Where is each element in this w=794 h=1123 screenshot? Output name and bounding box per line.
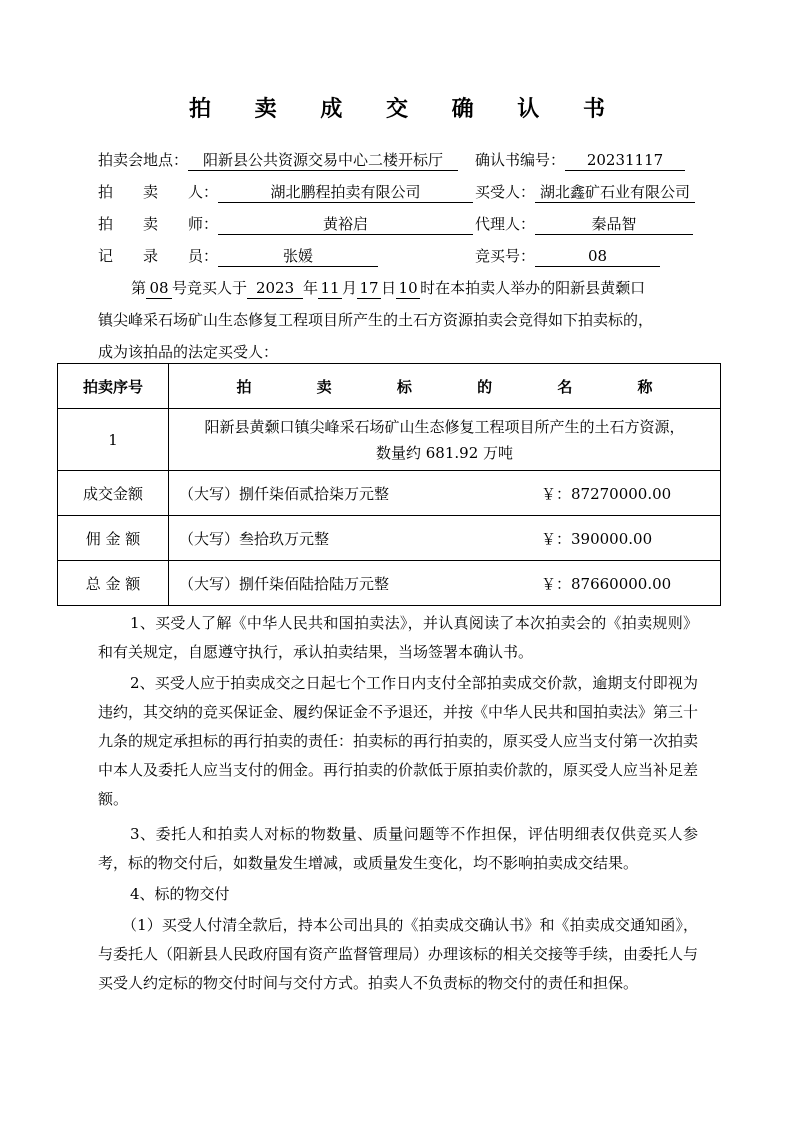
bid-no-value: 08 [535,247,660,267]
location-line [98,150,458,171]
lot-desc-line-2: 数量约 681.92 万吨 [375,443,514,462]
auctioneer-line [98,182,473,203]
lot-no-cell: 1 [58,409,169,471]
clause-2: 2、买受人应于拍卖成交之日起七个工作日内支付全部拍卖成交价款，逾期支付即视为违约，其交纳的竞买保证金、履约保证金不予退还，并按《中华人民共和国拍卖法》第三十九条的规定承担标的再行拍卖的责任：拍卖标的再行拍卖的，原买受人应当支付第一次拍卖中本人及委托人应当支付的佣金。再行拍卖的价款低于原拍卖价款的，原买受人应当补足差额。 [98,674,699,808]
intro-text: 第 [131,279,147,297]
buyer-value: 湖北鑫矿石业有限公司 [535,183,695,203]
hour-value: 10 [396,279,420,299]
auctioneer-person-line [98,214,473,235]
clause-1: 1、买受人了解《中华人民共和国拍卖法》，并认真阅读了本次拍卖会的《拍卖规则》和有关规定，自愿遵守执行，承认拍卖结果，当场签署本确认书。 [98,614,698,661]
auction-table [57,363,721,606]
amount-words: （大写）捌仟柒佰贰拾柒万元整 [179,484,390,503]
intro-line-2: 镇尖峰采石场矿山生态修复工程项目所产生的土石方资源拍卖会竞得如下拍卖标的， [98,311,654,329]
col-lot-name-header: 拍 卖 标 的 名 称 [169,364,721,409]
total-label-cell: 总 金 额 [58,561,169,606]
auctioneer-label: 拍 卖 人： [98,183,219,201]
recorder-value: 张媛 [218,247,378,267]
amount-label-cell: 成交金额 [58,471,169,516]
cert-no-label: 确认书编号： [475,151,566,169]
commission-cell [169,516,721,561]
table-row [58,471,721,516]
document-title: 拍 卖 成 交 确 认 书 [189,96,623,122]
intro-text: 日 [381,279,397,297]
intro-text: 号竞买人于 [172,279,248,297]
col-lot-no-header: 拍卖序号 [58,364,169,409]
auctioneer-person-label: 拍 卖 师： [98,215,219,233]
buyer-line [475,182,695,203]
table-row [58,409,721,471]
intro-text: 月 [342,279,358,297]
amount-cell [169,471,721,516]
intro-text: 时在本拍卖人举办的阳新县黄颡口 [420,279,646,297]
day-value: 17 [357,279,381,299]
clause-4-1: （1）买受人付清全款后，持本公司出具的《拍卖成交确认书》和《拍卖成交通知函》，与委托人（阳新县人民政府国有资产监督管理局）办理该标的相关交接等手续，由委托人与买受人约定标的物交付时间与交付方式。拍卖人不负责标的物交付的责任和担保。 [98,916,699,992]
bid-no-line [475,246,660,267]
lot-desc-cell [169,409,721,471]
auctioneer-person-value: 黄裕启 [218,215,473,235]
year-value: 2023 [247,279,303,299]
table-row [58,516,721,561]
location-label: 拍卖会地点： [98,151,189,169]
recorder-line [98,246,378,267]
clause-3: 3、委托人和拍卖人对标的物数量、质量问题等不作担保，评估明细表仅供竞买人参考，标的物交付后，如数量发生增减，或质量发生变化，均不影响拍卖成交结果。 [98,825,698,872]
location-value: 阳新县公共资源交易中心二楼开标厅 [188,151,458,171]
intro-text: 年 [303,279,319,297]
table-header-row [58,364,721,409]
bidder-no-value: 08 [146,279,172,299]
total-cell [169,561,721,606]
month-value: 11 [318,279,342,299]
agent-line [475,214,693,235]
clause-4: 4、标的物交付 [130,885,230,903]
buyer-label: 买受人： [475,183,536,201]
intro-line-1 [131,278,645,299]
commission-figure: ￥：390000.00 [541,530,653,548]
cert-no-value: 20231117 [565,151,685,171]
total-figure: ￥：87660000.00 [541,575,672,593]
commission-words: （大写）叁拾玖万元整 [179,529,330,548]
agent-value: 秦品智 [535,215,693,235]
agent-label: 代理人： [475,215,536,233]
bid-no-label: 竞买号： [475,247,536,265]
auctioneer-value: 湖北鹏程拍卖有限公司 [218,183,473,203]
total-words: （大写）捌仟柒佰陆拾陆万元整 [179,574,390,593]
intro-line-3: 成为该拍品的法定买受人： [98,343,279,361]
lot-desc-line-1: 阳新县黄颡口镇尖峰采石场矿山生态修复工程项目所产生的土石方资源， [204,417,685,436]
commission-label-cell: 佣 金 额 [58,516,169,561]
recorder-label: 记 录 员： [98,247,219,265]
amount-figure: ￥：87270000.00 [541,485,672,503]
table-row [58,561,721,606]
cert-no-line [475,150,685,171]
